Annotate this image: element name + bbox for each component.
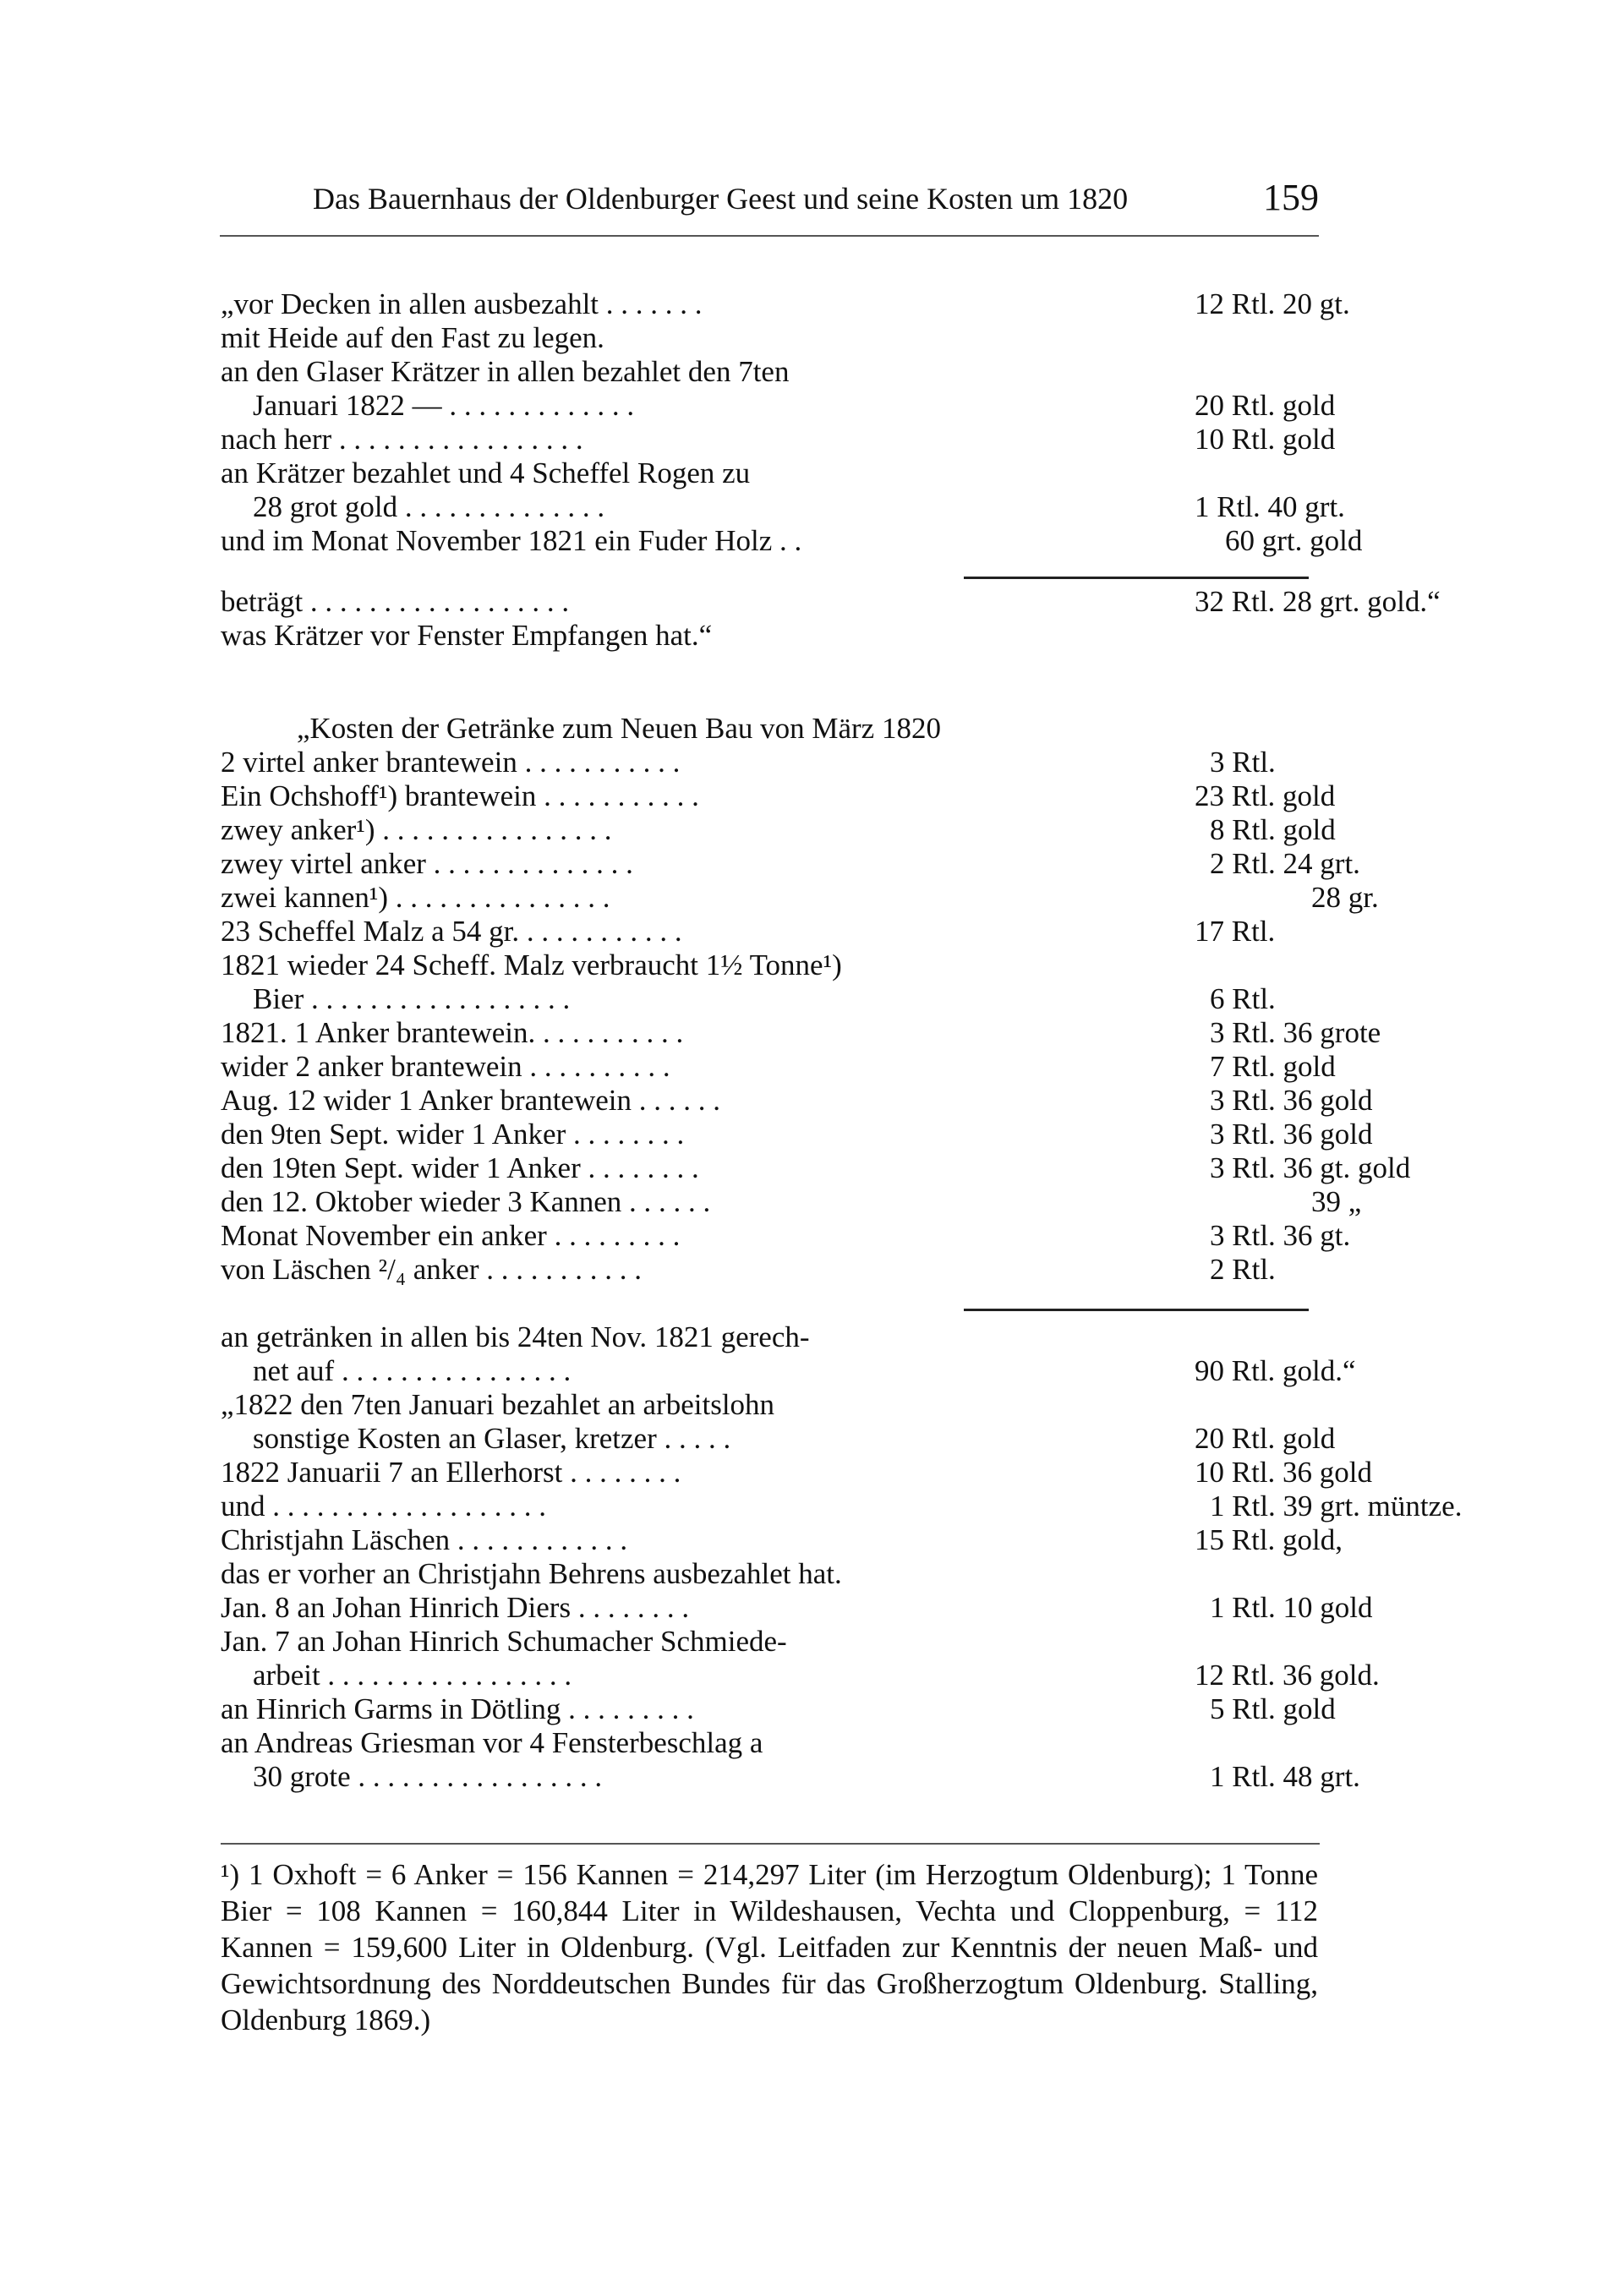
entry-text: Aug. 12 wider 1 Anker brantewein . . . . . . (221, 1084, 720, 1117)
entry-text: Ein Ochshoff¹) brantewein . . . . . . . . . . . (221, 779, 699, 812)
entry-amount: 12 Rtl. 20 gt. (1195, 287, 1350, 320)
entry-text: was Krätzer vor Fenster Empfangen hat.“ (221, 619, 713, 652)
entry-text: 1821. 1 Anker brantewein. . . . . . . . . . . (221, 1016, 684, 1049)
entry-text: an getränken in allen bis 24ten Nov. 1821 gerech- (221, 1320, 810, 1353)
entry-text: zwei kannen¹) . . . . . . . . . . . . . . . (221, 881, 610, 914)
entry-amount: 3 Rtl. (1210, 746, 1276, 779)
entry-amount: 28 gr. (1311, 881, 1379, 914)
entry-text: Jan. 7 an Johan Hinrich Schumacher Schmiede- (221, 1625, 787, 1658)
entry-text: an Krätzer bezahlet und 4 Scheffel Rogen zu (221, 456, 751, 489)
entry-amount: 15 Rtl. gold, (1195, 1523, 1343, 1556)
entry-text: beträgt . . . . . . . . . . . . . . . . . . (221, 585, 570, 618)
entry-text: 28 grot gold . . . . . . . . . . . . . . (253, 490, 605, 523)
entry-text: wider 2 anker brantewein . . . . . . . . . . (221, 1050, 670, 1083)
entry-text: von Läschen ²/₄ anker . . . . . . . . . . . (221, 1253, 642, 1286)
entry-text: Bier . . . . . . . . . . . . . . . . . . (253, 982, 571, 1015)
entry-text: an Andreas Griesman vor 4 Fensterbeschlag a (221, 1726, 763, 1759)
entry-text: den 12. Oktober wieder 3 Kannen . . . . . . (221, 1185, 711, 1218)
entry-text: das er vorher an Christjahn Behrens ausbezahlet hat. (221, 1557, 842, 1590)
entry-text: „vor Decken in allen ausbezahlt . . . . . . . (221, 287, 703, 320)
entry-text: an den Glaser Krätzer in allen bezahlet den 7ten (221, 355, 790, 388)
entry-amount: 2 Rtl. 24 grt. (1210, 847, 1360, 880)
entry-text: Monat November ein anker . . . . . . . . . (221, 1219, 681, 1252)
entry-text: nach herr . . . . . . . . . . . . . . . . . (221, 423, 583, 456)
entry-text: den 19ten Sept. wider 1 Anker . . . . . . . . (221, 1151, 699, 1184)
entry-amount: 3 Rtl. 36 grote (1210, 1016, 1381, 1049)
entry-text: an Hinrich Garms in Dötling . . . . . . . . . (221, 1692, 694, 1725)
entry-text: und . . . . . . . . . . . . . . . . . . . (221, 1490, 546, 1522)
entry-text: 1821 wieder 24 Scheff. Malz verbraucht 1½ Tonne¹) (221, 948, 842, 981)
footnote-rule (221, 1843, 1320, 1845)
entry-amount: 3 Rtl. 36 gold (1210, 1118, 1373, 1151)
entry-text: arbeit . . . . . . . . . . . . . . . . . (253, 1659, 572, 1692)
entry-amount: 39 „ (1311, 1185, 1362, 1218)
running-title: Das Bauernhaus der Oldenburger Geest und seine Kosten um 1820 (313, 182, 1129, 216)
entry-amount: 1 Rtl. 39 grt. müntze. (1210, 1490, 1463, 1522)
entry-text: Christjahn Läschen . . . . . . . . . . . . (221, 1523, 628, 1556)
entry-amount: 3 Rtl. 36 gt. gold (1210, 1151, 1411, 1184)
entry-amount: 8 Rtl. gold (1210, 813, 1336, 846)
footnote: ¹) 1 Oxhoft = 6 Anker = 156 Kannen = 214,297 Liter (im Herzogtum Oldenburg); 1 Tonne Bier = 108 Kannen = 160,844 Liter in Wildeshausen, Vechta und Cloppenburg, = 112 Kannen = 159,600 Liter in Oldenburg. (Vgl. Leitfaden zur Kenntnis der neuen Maß- und Gewichtsordnung des Norddeutschen Bundes für das Großherzogtum Oldenburg. Stalling, Oldenburg 1869.) (221, 1858, 1318, 2036)
entry-amount: 5 Rtl. gold (1210, 1692, 1336, 1725)
entry-amount: 6 Rtl. (1210, 982, 1276, 1015)
page-number: 159 (1263, 177, 1319, 218)
entry-amount: 1 Rtl. 40 grt. (1195, 490, 1345, 523)
entry-amount: 1 Rtl. 48 grt. (1210, 1760, 1360, 1793)
header-rule (220, 235, 1319, 237)
entry-text: sonstige Kosten an Glaser, kretzer . . . . . (253, 1422, 731, 1455)
entry-text: zwey anker¹) . . . . . . . . . . . . . . . . (221, 813, 612, 846)
entry-text: und im Monat November 1821 ein Fuder Holz . . (221, 524, 802, 557)
entry-text: mit Heide auf den Fast zu legen. (221, 321, 604, 354)
entry-amount: 3 Rtl. 36 gold (1210, 1084, 1373, 1117)
entry-text: Januari 1822 — . . . . . . . . . . . . . (253, 389, 635, 422)
entry-amount: 60 grt. gold (1225, 524, 1363, 557)
entry-text: 2 virtel anker brantewein . . . . . . . . . . . (221, 746, 681, 779)
entry-amount: 10 Rtl. gold (1195, 423, 1336, 456)
entry-amount: 23 Rtl. gold (1195, 779, 1336, 812)
entry-amount: 20 Rtl. gold (1195, 1422, 1336, 1455)
entry-text: 23 Scheffel Malz a 54 gr. . . . . . . . . . . . (221, 915, 682, 948)
entry-amount: 2 Rtl. (1210, 1253, 1276, 1286)
entry-amount: 17 Rtl. (1195, 915, 1276, 948)
sum-rule (964, 577, 1309, 579)
entry-amount: 90 Rtl. gold.“ (1195, 1354, 1356, 1387)
entry-text: „Kosten der Getränke zum Neuen Bau von März 1820 (297, 712, 941, 745)
entry-amount: 12 Rtl. 36 gold. (1195, 1659, 1380, 1692)
entry-amount: 7 Rtl. gold (1210, 1050, 1336, 1083)
entry-text: 1822 Januarii 7 an Ellerhorst . . . . . . . . (221, 1456, 681, 1489)
entry-amount: 3 Rtl. 36 gt. (1210, 1219, 1351, 1252)
entry-amount: 32 Rtl. 28 grt. gold.“ (1195, 585, 1441, 618)
entry-amount: 1 Rtl. 10 gold (1210, 1591, 1373, 1624)
entry-amount: 20 Rtl. gold (1195, 389, 1336, 422)
entry-amount: 10 Rtl. 36 gold (1195, 1456, 1373, 1489)
entry-text: 30 grote . . . . . . . . . . . . . . . . . (253, 1760, 603, 1793)
entry-text: „1822 den 7ten Januari bezahlet an arbeitslohn (221, 1388, 775, 1421)
entry-text: net auf . . . . . . . . . . . . . . . . (253, 1354, 572, 1387)
entry-text: Jan. 8 an Johan Hinrich Diers . . . . . . . . (221, 1591, 690, 1624)
entry-text: den 9ten Sept. wider 1 Anker . . . . . . . . (221, 1118, 685, 1151)
entry-text: zwey virtel anker . . . . . . . . . . . . . . (221, 847, 633, 880)
sum-rule (964, 1309, 1309, 1311)
running-header (220, 176, 1319, 227)
